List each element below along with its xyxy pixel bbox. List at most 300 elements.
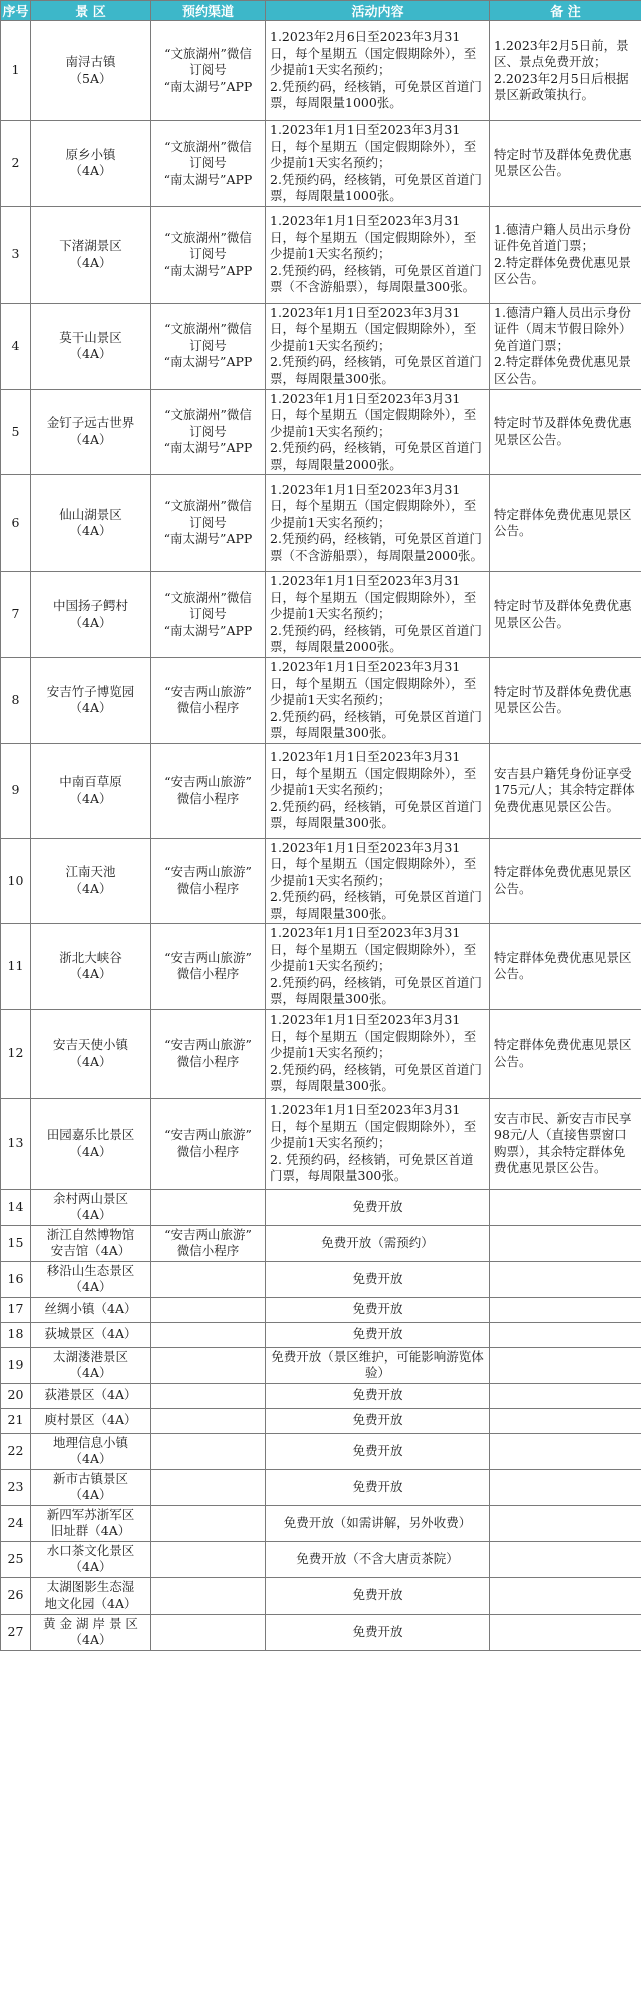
table-row (1, 1505, 641, 1541)
activity-content (266, 838, 490, 924)
row-number: 18 (1, 1322, 31, 1347)
row-number: 7 (1, 572, 31, 658)
row-number: 10 (1, 838, 31, 924)
row-number: 27 (1, 1614, 31, 1650)
cell-line: “文旅湖州”微信 (164, 138, 252, 154)
activity-content (266, 1189, 490, 1225)
cell-line: 特定时节及群体免费优惠见景区公告。 (494, 598, 632, 630)
header-activity: 活动内容 (266, 1, 490, 21)
remarks (490, 1297, 641, 1322)
cell-line: 新四军苏浙军区 (46, 1506, 135, 1522)
cell-line: 地理信息小镇 (52, 1434, 128, 1450)
table-row (1, 389, 641, 475)
cell-line: （4A） (69, 1632, 112, 1647)
cell-line: 余村两山景区 (52, 1190, 128, 1206)
activity-content (266, 303, 490, 389)
activity-content (266, 1297, 490, 1322)
cell-line: 南浔古镇 (65, 54, 116, 69)
cell-line: 1.德清户籍人员出示身份证件免首道门票； (494, 221, 631, 253)
remarks (490, 21, 641, 121)
cell-line: 1.2023年1月1日至2023年3月31日，每个星期五（国定假期除外），至少提前1天实名预约； (270, 925, 477, 973)
table-row (1, 1541, 641, 1577)
table-row (1, 1577, 641, 1614)
booking-channel (151, 1541, 266, 1577)
scenic-spot-name (31, 1433, 151, 1469)
table-row (1, 1225, 641, 1261)
cell-line: 免费开放 (352, 1301, 403, 1317)
scenic-spot-name (31, 838, 151, 924)
cell-line: “文旅湖州”微信 (164, 321, 252, 337)
cell-line: 2. 凭预约码，经核销，可免景区首道门票，每周限量300张。 (270, 1151, 474, 1184)
row-number: 14 (1, 1189, 31, 1225)
row-number: 23 (1, 1469, 31, 1505)
booking-channel (151, 1505, 266, 1541)
booking-channel (151, 1383, 266, 1408)
scenic-spot-name (31, 21, 151, 121)
booking-channel (151, 1577, 266, 1614)
cell-line: 庾村景区（4A） (44, 1412, 137, 1428)
table-body (1, 21, 641, 1651)
cell-line: 地文化园（4A） (44, 1595, 137, 1611)
booking-channel (151, 1322, 266, 1347)
booking-channel (151, 1408, 266, 1433)
table-row (1, 838, 641, 924)
remarks (490, 1189, 641, 1225)
cell-line: 免费开放（如需讲解，另外收费） (283, 1514, 472, 1530)
remarks (490, 658, 641, 744)
scenic-spot-name (31, 1505, 151, 1541)
cell-line: 太湖溇港景区 (52, 1348, 128, 1364)
row-number: 25 (1, 1541, 31, 1577)
row-number: 6 (1, 475, 31, 572)
cell-line: 2.凭预约码，经核销，可免景区首道门票，每周限量300张。 (270, 798, 482, 831)
scenic-spot-name (31, 1225, 151, 1261)
table-row (1, 1383, 641, 1408)
booking-channel (151, 21, 266, 121)
scenic-spot-name (31, 1541, 151, 1577)
cell-line: “安吉两山旅游” (164, 683, 252, 699)
scenic-spot-name (31, 389, 151, 475)
cell-line: 免费开放 (352, 1412, 403, 1428)
cell-line: 新市古镇景区 (52, 1470, 128, 1486)
cell-line: “南太湖号”APP (163, 622, 253, 638)
cell-line: 2.凭预约码，经核销，可免景区首道门票，每周限量300张。 (270, 708, 482, 740)
row-number: 12 (1, 1009, 31, 1098)
cell-line: “安吉两山旅游” (164, 774, 252, 789)
cell-line: 特定群体免费优惠见景区公告。 (494, 1037, 632, 1069)
scenic-spot-name (31, 572, 151, 658)
scenic-spot-name (31, 1261, 151, 1297)
activity-content (266, 572, 490, 658)
activity-content (266, 1469, 490, 1505)
cell-line: 免费开放 (352, 1478, 403, 1494)
cell-line: 1.2023年1月1日至2023年3月31日，每个星期五（国定假期除外），至少提前1天实名预约； (270, 573, 477, 622)
cell-line: 免费开放（需预约） (321, 1234, 434, 1250)
cell-line: 订阅号 (189, 337, 227, 353)
table-row (1, 1408, 641, 1433)
cell-line: 仙山湖景区 (59, 506, 122, 522)
scenic-spot-name (31, 1009, 151, 1098)
remarks (490, 1225, 641, 1261)
cell-line: 特定时节及群体免费优惠见景区公告。 (494, 683, 632, 716)
booking-channel (151, 924, 266, 1010)
booking-channel (151, 1189, 266, 1225)
table-header-row (1, 1, 641, 21)
cell-line: 金钉子远古世界 (46, 415, 135, 431)
cell-line: 1.德清户籍人员出示身份证件（周末节假日除外）免首道门票； (494, 304, 632, 353)
remarks (490, 1009, 641, 1098)
booking-channel (151, 838, 266, 924)
cell-line: 2.凭预约码，经核销，可免景区首道门票，每周限量300张。 (270, 889, 482, 921)
cell-line: 免费开放 (352, 1623, 403, 1639)
cell-line: （4A） (69, 1365, 112, 1380)
scenic-spot-name (31, 1614, 151, 1650)
cell-line: 旧址群（4A） (50, 1523, 131, 1538)
header-name: 景 区 (31, 1, 151, 21)
remarks (490, 1469, 641, 1505)
cell-line: 微信小程序 (176, 1143, 240, 1159)
remarks (490, 1322, 641, 1347)
cell-line: 免费开放 (352, 1198, 403, 1214)
activity-content (266, 1408, 490, 1433)
table-row (1, 1347, 641, 1383)
row-number: 4 (1, 303, 31, 389)
scenic-spot-name (31, 1383, 151, 1408)
table-row (1, 924, 641, 1010)
cell-line: 黄 金 湖 岸 景 区 (43, 1615, 138, 1631)
booking-channel (151, 1297, 266, 1322)
cell-line: 1.2023年1月1日至2023年3月31日，每个星期五（国定假期除外），至少提前1天实名预约； (270, 122, 477, 170)
cell-line: 2.凭预约码，经核销，可免景区首道门票，每周限量300张。 (270, 354, 482, 386)
cell-line: 免费开放 (352, 1442, 403, 1458)
row-number: 19 (1, 1347, 31, 1383)
booking-channel (151, 1098, 266, 1189)
booking-channel (151, 572, 266, 658)
cell-line: 特定群体免费优惠见景区公告。 (494, 949, 632, 982)
cell-line: 2.2023年2月5日后根据景区新政策执行。 (494, 70, 629, 102)
remarks (490, 1261, 641, 1297)
scenic-spot-name (31, 1577, 151, 1614)
cell-line: （4A） (69, 1279, 112, 1294)
cell-line: “文旅湖州”微信 (164, 498, 252, 514)
table-row (1, 475, 641, 572)
row-number: 2 (1, 121, 31, 207)
table-row (1, 206, 641, 303)
activity-content (266, 743, 490, 838)
booking-channel (151, 1433, 266, 1469)
activity-content (266, 1347, 490, 1383)
cell-line: 免费开放 (352, 1387, 403, 1403)
table-row (1, 1189, 641, 1225)
remarks (490, 1408, 641, 1433)
row-number: 13 (1, 1098, 31, 1189)
cell-line: 1.2023年1月1日至2023年3月31日，每个星期五（国定假期除外），至少提前1天实名预约； (270, 304, 477, 353)
cell-line: 微信小程序 (176, 1053, 240, 1069)
cell-line: 2.凭预约码，经核销，可免景区首道门票，每周限量2000张。 (270, 622, 482, 655)
scenic-spot-name (31, 303, 151, 389)
cell-line: 微信小程序 (176, 880, 240, 896)
cell-line: 1.2023年1月1日至2023年3月31日，每个星期五（国定假期除外），至少提前1天实名预约； (270, 749, 477, 798)
booking-channel (151, 303, 266, 389)
cell-line: “南太湖号”APP (163, 78, 253, 94)
table-row (1, 1322, 641, 1347)
cell-line: 订阅号 (189, 514, 227, 530)
cell-line: （4A） (69, 523, 112, 538)
cell-line: 微信小程序 (176, 966, 240, 982)
cell-line: 免费开放 (352, 1326, 403, 1342)
scenic-spot-name (31, 1098, 151, 1189)
cell-line: （4A） (69, 1487, 112, 1502)
cell-line: 免费开放 (352, 1270, 403, 1286)
cell-line: “安吉两山旅游” (164, 1037, 252, 1052)
cell-line: 2.凭预约码，经核销，可免景区首道门票（不含游船票），每周限量2000张。 (270, 531, 484, 563)
scenic-spot-name (31, 475, 151, 572)
table-row (1, 1009, 641, 1098)
cell-line: 2.特定群体免费优惠见景区公告。 (494, 254, 631, 286)
table-row (1, 1098, 641, 1189)
cell-line: “安吉两山旅游” (164, 1127, 252, 1142)
cell-line: （4A） (69, 1451, 112, 1466)
activity-content (266, 1098, 490, 1189)
row-number: 9 (1, 743, 31, 838)
cell-line: 1.2023年2月6日至2023年3月31日，每个星期五（国定假期除外），至少提前1天实名预约； (270, 29, 477, 78)
table-row (1, 572, 641, 658)
cell-line: （4A） (69, 346, 112, 361)
table-row (1, 1469, 641, 1505)
activity-content (266, 1541, 490, 1577)
cell-line: 水口茶文化景区 (46, 1542, 135, 1558)
row-number: 26 (1, 1577, 31, 1614)
cell-line: 荻港景区（4A） (44, 1387, 137, 1403)
table-row (1, 121, 641, 207)
cell-line: （5A） (69, 70, 112, 86)
cell-line: “南太湖号”APP (163, 262, 253, 278)
cell-line: 安吉竹子博览园 (46, 683, 135, 699)
remarks (490, 572, 641, 658)
cell-line: （4A） (69, 1559, 112, 1574)
activity-content (266, 389, 490, 475)
cell-line: 订阅号 (189, 155, 227, 170)
activity-content (266, 206, 490, 303)
activity-content (266, 1505, 490, 1541)
booking-channel (151, 743, 266, 838)
remarks (490, 389, 641, 475)
cell-line: 免费开放（景区维护，可能影响游览体验） (271, 1348, 484, 1380)
remarks (490, 1433, 641, 1469)
remarks (490, 743, 641, 838)
cell-line: 1.2023年2月5日前，景区、景点免费开放； (494, 37, 629, 69)
cell-line: 太湖图影生态湿 (46, 1579, 135, 1594)
table-row (1, 743, 641, 838)
cell-line: 移沿山生态景区 (46, 1262, 135, 1278)
cell-line: “南太湖号”APP (163, 171, 253, 187)
activity-content (266, 1383, 490, 1408)
cell-line: 浙北大峡谷 (59, 949, 122, 965)
table-row (1, 658, 641, 744)
cell-line: （4A） (69, 1053, 112, 1069)
scenic-spot-name (31, 1408, 151, 1433)
activity-content (266, 924, 490, 1010)
cell-line: （4A） (69, 614, 112, 630)
cell-line: 安吉馆（4A） (50, 1243, 131, 1258)
scenic-spot-name (31, 1322, 151, 1347)
scenic-spot-name (31, 743, 151, 838)
activity-content (266, 1614, 490, 1650)
activity-content (266, 1322, 490, 1347)
activity-content (266, 658, 490, 744)
activity-content (266, 1009, 490, 1098)
booking-channel (151, 1009, 266, 1098)
activity-content (266, 1577, 490, 1614)
activity-content (266, 1433, 490, 1469)
header-note: 备 注 (490, 1, 641, 21)
cell-line: 微信小程序 (176, 700, 240, 716)
cell-line: 1.2023年1月1日至2023年3月31日，每个星期五（国定假期除外），至少提前1天实名预约； (270, 659, 477, 707)
table-row (1, 1614, 641, 1650)
cell-line: 2.凭预约码，经核销，可免景区首道门票，每周限量1000张。 (270, 171, 482, 203)
cell-line: （4A） (69, 700, 112, 716)
remarks (490, 1347, 641, 1383)
booking-channel (151, 1614, 266, 1650)
cell-line: “文旅湖州”微信 (164, 45, 252, 61)
table-row (1, 1297, 641, 1322)
table-row (1, 1261, 641, 1297)
booking-channel (151, 1469, 266, 1505)
row-number: 16 (1, 1261, 31, 1297)
row-number: 11 (1, 924, 31, 1010)
remarks (490, 1098, 641, 1189)
cell-line: 荻城景区（4A） (44, 1326, 137, 1342)
booking-channel (151, 1261, 266, 1297)
cell-line: （4A） (69, 1207, 112, 1222)
cell-line: “安吉两山旅游” (164, 1226, 252, 1242)
cell-line: 莫干山景区 (59, 329, 122, 345)
cell-line: “安吉两山旅游” (164, 864, 252, 880)
activity-content (266, 21, 490, 121)
cell-line: “南太湖号”APP (163, 354, 253, 370)
cell-line: （4A） (69, 431, 112, 447)
cell-line: 订阅号 (189, 423, 227, 439)
cell-line: 特定时节及群体免费优惠见景区公告。 (494, 146, 632, 179)
remarks (490, 1541, 641, 1577)
activity-content (266, 1261, 490, 1297)
header-no: 序号 (1, 1, 31, 21)
cell-line: 订阅号 (189, 246, 227, 262)
scenic-spot-name (31, 121, 151, 207)
activity-content (266, 1225, 490, 1261)
cell-line: “文旅湖州”微信 (164, 407, 252, 422)
cell-line: 特定群体免费优惠见景区公告。 (494, 506, 632, 538)
cell-line: 2.凭预约码，经核销，可免景区首道门票，每周限量1000张。 (270, 78, 482, 111)
booking-channel (151, 206, 266, 303)
cell-line: 订阅号 (189, 606, 227, 622)
scenic-spot-name (31, 206, 151, 303)
scenic-spot-name (31, 924, 151, 1010)
cell-line: 原乡小镇 (65, 146, 116, 162)
cell-line: 中国扬子鳄村 (52, 598, 128, 613)
cell-line: “文旅湖州”微信 (164, 229, 252, 245)
cell-line: 微信小程序 (176, 1243, 240, 1258)
remarks (490, 206, 641, 303)
cell-line: （4A） (69, 966, 112, 982)
cell-line: “文旅湖州”微信 (164, 589, 252, 605)
cell-line: 1.2023年1月1日至2023年3月31日，每个星期五（国定假期除外），至少提前1天实名预约； (270, 1102, 477, 1151)
remarks (490, 838, 641, 924)
cell-line: 中南百草原 (59, 774, 122, 789)
booking-channel (151, 389, 266, 475)
booking-channel (151, 1225, 266, 1261)
table-row (1, 1433, 641, 1469)
remarks (490, 1614, 641, 1650)
remarks (490, 475, 641, 572)
cell-line: 丝绸小镇（4A） (44, 1301, 137, 1317)
cell-line: （4A） (69, 254, 112, 270)
cell-line: 微信小程序 (176, 790, 240, 806)
cell-line: 2.特定群体免费优惠见景区公告。 (494, 354, 631, 386)
cell-line: “南太湖号”APP (163, 440, 253, 455)
row-number: 15 (1, 1225, 31, 1261)
cell-line: 浙江自然博物馆 (46, 1226, 135, 1242)
cell-line: 特定群体免费优惠见景区公告。 (494, 864, 632, 896)
remarks (490, 121, 641, 207)
activity-content (266, 121, 490, 207)
cell-line: 安吉市民、新安吉市民享98元/人（直接售票窗口购票），其余特定群体免费优惠见景区公告。 (494, 1110, 632, 1175)
row-number: 8 (1, 658, 31, 744)
cell-line: 江南天池 (65, 864, 116, 880)
cell-line: 免费开放 (352, 1587, 403, 1603)
cell-line: 2.凭预约码，经核销，可免景区首道门票（不含游船票），每周限量300张。 (270, 262, 482, 295)
row-number: 21 (1, 1408, 31, 1433)
cell-line: （4A） (69, 1143, 112, 1159)
cell-line: 1.2023年1月1日至2023年3月31日，每个星期五（国定假期除外），至少提前1天实名预约； (270, 213, 477, 262)
cell-line: 田园嘉乐比景区 (46, 1127, 135, 1142)
cell-line: 1.2023年1月1日至2023年3月31日，每个星期五（国定假期除外），至少提前1天实名预约； (270, 1012, 477, 1061)
table-row (1, 303, 641, 389)
row-number: 22 (1, 1433, 31, 1469)
scenic-spot-name (31, 658, 151, 744)
scenic-spot-name (31, 1347, 151, 1383)
row-number: 3 (1, 206, 31, 303)
cell-line: 1.2023年1月1日至2023年3月31日，每个星期五（国定假期除外），至少提前1天实名预约； (270, 839, 477, 888)
remarks (490, 1577, 641, 1614)
row-number: 24 (1, 1505, 31, 1541)
remarks (490, 1383, 641, 1408)
cell-line: 安吉天使小镇 (52, 1037, 128, 1052)
cell-line: 安吉县户籍凭身份证享受175元/人；其余特定群体免费优惠见景区公告。 (494, 765, 635, 814)
booking-channel (151, 475, 266, 572)
row-number: 20 (1, 1383, 31, 1408)
scenic-spot-name (31, 1469, 151, 1505)
cell-line: 2.凭预约码，经核销，可免景区首道门票，每周限量300张。 (270, 1061, 482, 1094)
remarks (490, 303, 641, 389)
row-number: 5 (1, 389, 31, 475)
cell-line: 1.2023年1月1日至2023年3月31日，每个星期五（国定假期除外），至少提前1天实名预约； (270, 390, 477, 439)
cell-line: （4A） (69, 880, 112, 896)
cell-line: 订阅号 (189, 62, 227, 78)
cell-line: 2.凭预约码，经核销，可免景区首道门票，每周限量2000张。 (270, 440, 482, 472)
cell-line: 免费开放（不含大唐贡茶院） (296, 1550, 459, 1566)
remarks (490, 1505, 641, 1541)
booking-channel (151, 658, 266, 744)
header-channel: 预约渠道 (151, 1, 266, 21)
activity-content (266, 475, 490, 572)
cell-line: 1.2023年1月1日至2023年3月31日，每个星期五（国定假期除外），至少提前1天实名预约； (270, 481, 477, 530)
scenic-spot-name (31, 1189, 151, 1225)
cell-line: 特定时节及群体免费优惠见景区公告。 (494, 415, 632, 447)
cell-line: “南太湖号”APP (163, 531, 253, 547)
scenic-spot-name (31, 1297, 151, 1322)
cell-line: “安吉两山旅游” (164, 949, 252, 965)
